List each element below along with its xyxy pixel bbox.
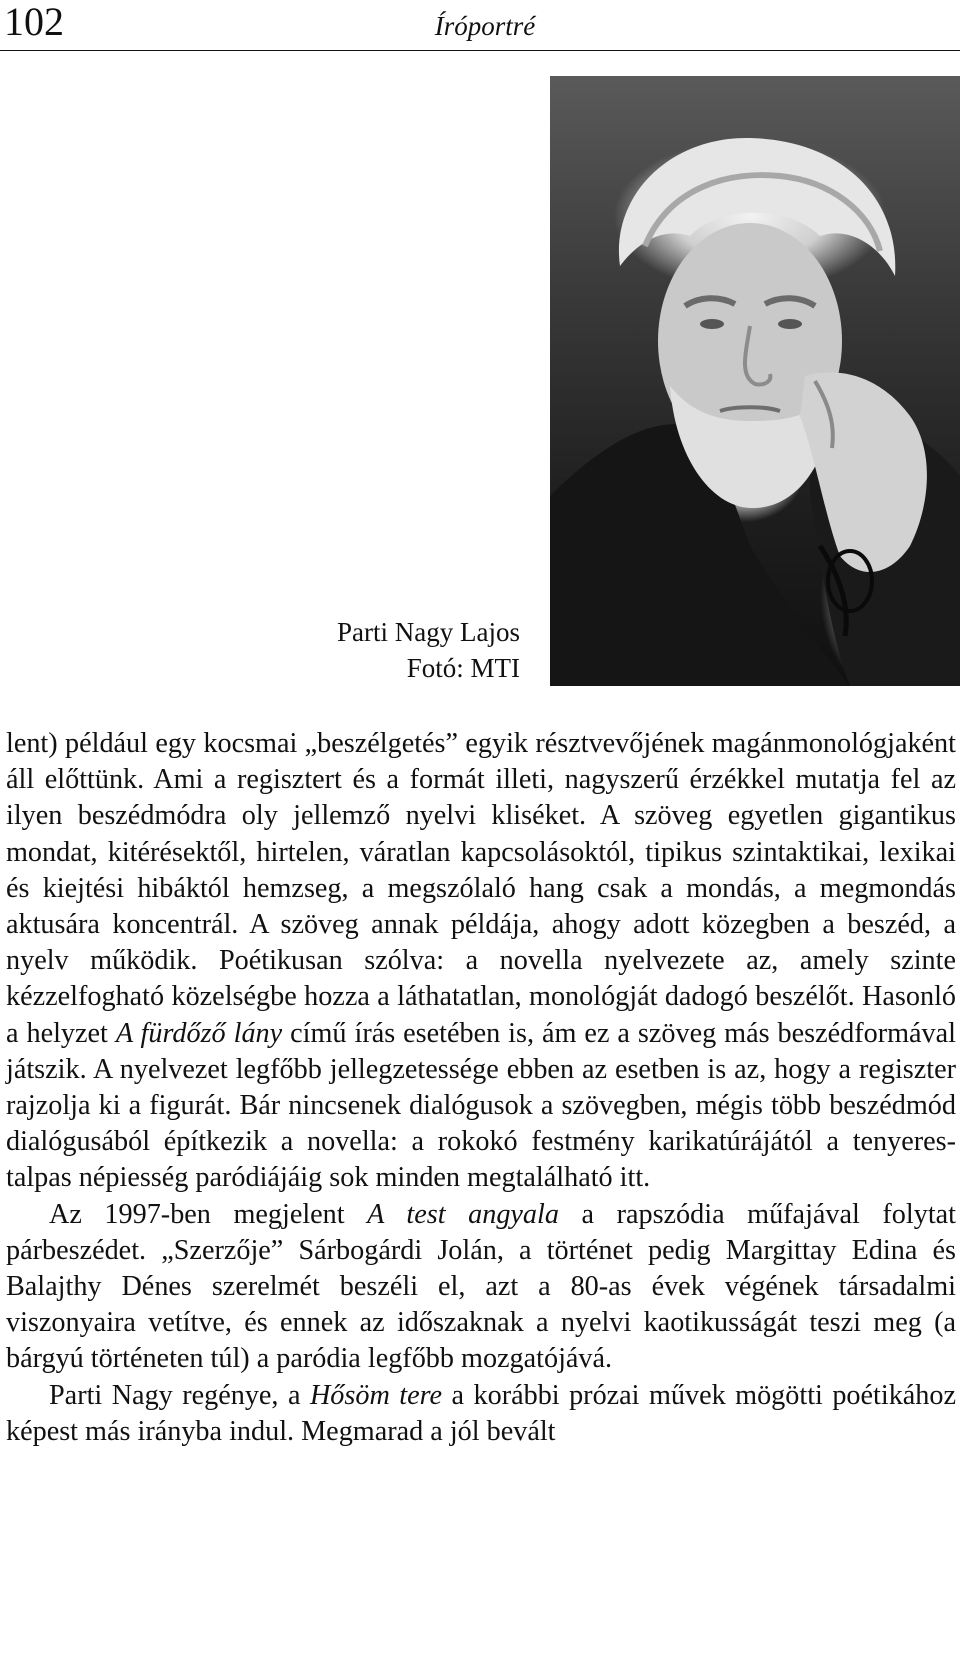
caption-credit: Fotó: MTI xyxy=(406,653,520,683)
page-number: 102 xyxy=(4,0,64,44)
caption-name: Parti Nagy Lajos xyxy=(337,617,520,647)
paragraph-text: című írás esetében is, ám ez a szöveg más beszédformával játszik. A nyelvezet legfőbb jellegzetessége ebben az esetben is az, hogy a regiszter rajzolja ki a figurát. Bár nincsenek dialógusok a szövegben, mégis több beszédmód dialógusából építkezik a novella: a rokokó festmény karikatúrájától a tenyeres-talpas népiesség paródiájáig sok minden megtalálható itt. xyxy=(6,1017,956,1194)
paragraph-text: lent) például egy kocsmai „beszélgetés” egyik résztvevőjének magánmonológjaként áll előttünk. Ami a regisztert és a formát illeti, nagyszerű érzékkel mutatja fel az ilyen beszédmódra oly jellemző nyelvi kliséket. A szöveg egyetlen gigantikus mondat, kitérésektől, hirtelen, váratlan kapcsolásoktól, tipikus szintaktikai, lexikai és kiejtési hibáktól hemzseg, a megszólaló hang csak a mondás, a megmondás aktusára koncentrál. A szöveg annak példája, ahogy adott közegben a beszéd, a nyelv működik. Poétikusan szólva: a novella nyelvezete az, amely szinte kézzelfogható közelségbe hozza a láthatatlan, monológját dadogó beszélőt. Hasonló a helyzet xyxy=(6,728,956,1049)
running-head: Íróportré xyxy=(434,11,536,41)
author-photo xyxy=(550,76,960,686)
paragraph xyxy=(6,1378,956,1450)
paragraph xyxy=(6,726,956,1197)
paragraph xyxy=(6,1197,956,1378)
work-title: A fürdőző lány xyxy=(115,1017,283,1049)
photo-caption xyxy=(280,614,520,686)
work-title: Hősöm tere xyxy=(309,1379,443,1411)
paragraph-text: Az 1997-ben megjelent xyxy=(49,1198,368,1230)
body-text xyxy=(6,726,956,1450)
work-title: A test angyala xyxy=(367,1198,559,1230)
paragraph-text: a korábbi prózai művek mögötti poétikához képest más irányba indul. Megmarad a jól bevált xyxy=(6,1379,956,1447)
paragraph-text: a rapszódia műfajával folytat párbeszédet. „Szerzője” Sárbogárdi Jolán, a történet pedig Margittay Edina és Balajthy Dénes szerelmét beszéli el, azt a 80-as évek végének társadalmi viszonyaira vetítve, és ennek az időszaknak a nyelvi kaotikusságát teszi meg (a bárgyú történeten túl) a paródia legfőbb mozgatójává. xyxy=(6,1198,956,1375)
header-rule xyxy=(0,50,960,51)
author-photo-illustration xyxy=(550,76,960,686)
paragraph-text: Parti Nagy regénye, a xyxy=(49,1379,310,1411)
